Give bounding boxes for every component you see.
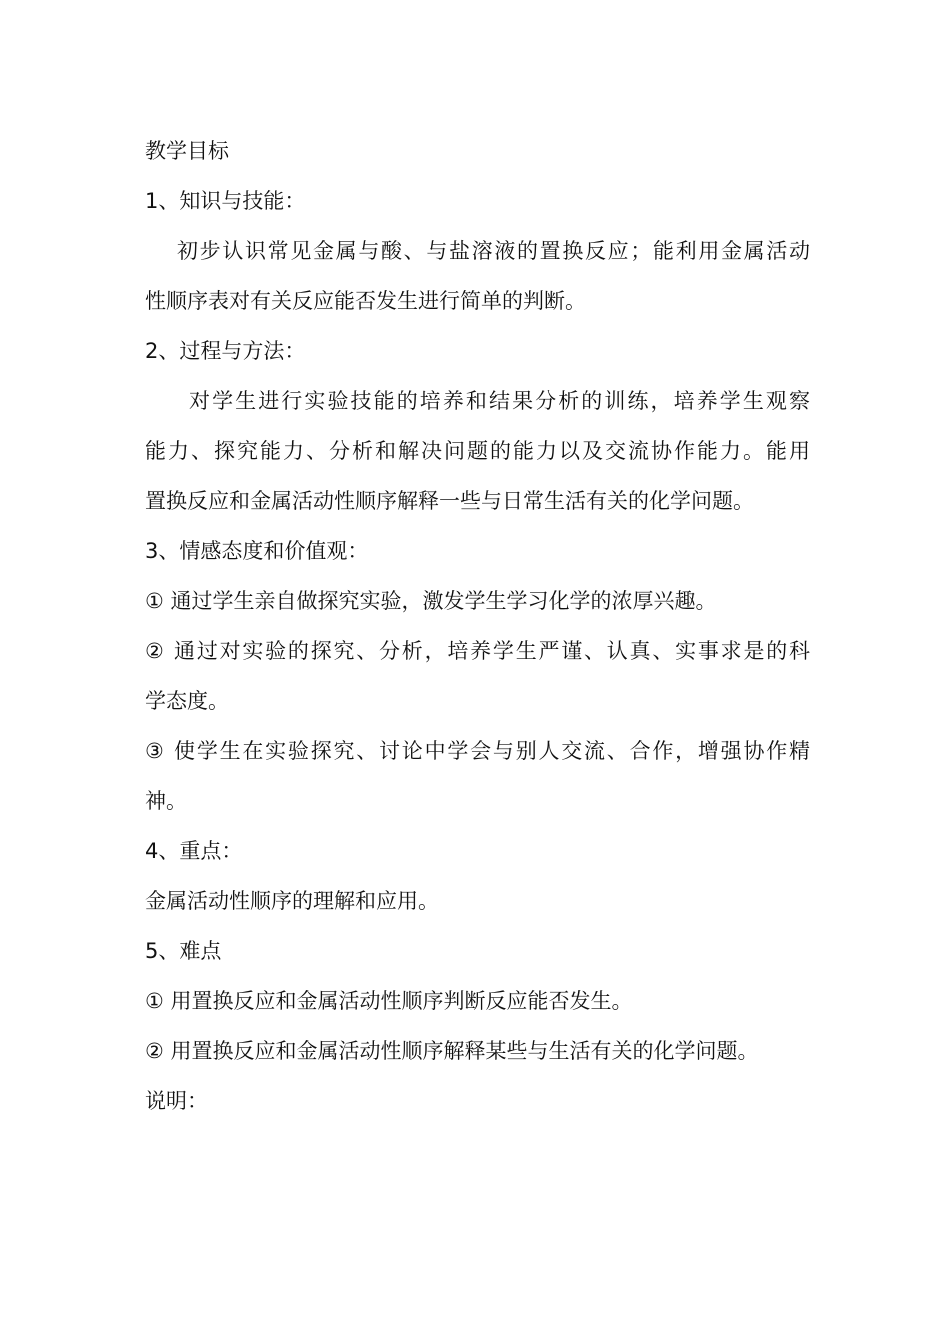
section-4-text: 金属活动性顺序的理解和应用。 xyxy=(145,889,439,913)
section-1-heading: 1、知识与技能： xyxy=(145,189,306,213)
note-heading: 说明： xyxy=(145,1089,208,1113)
document-page xyxy=(145,126,810,1126)
section-5-heading: 5、难点 xyxy=(145,939,222,963)
section-3-item-2-line-2: 学态度。 xyxy=(145,689,229,713)
section-2-heading: 2、过程与方法： xyxy=(145,339,306,363)
section-1-text-line-1: 初步认识常见金属与酸、与盐溶液的置换反应；能利用金属活动 xyxy=(177,239,810,263)
section-2-text-line-3: 置换反应和金属活动性顺序解释一些与日常生活有关的化学问题。 xyxy=(145,489,754,513)
section-1-text-line-2: 性顺序表对有关反应能否发生进行简单的判断。 xyxy=(145,289,586,313)
section-3-item-2-line-1: ② 通过对实验的探究、分析，培养学生严谨、认真、实事求是的科 xyxy=(145,639,810,663)
section-4-heading: 4、重点： xyxy=(145,839,243,863)
section-3-item-3-line-1: ③ 使学生在实验探究、讨论中学会与别人交流、合作，增强协作精 xyxy=(145,739,810,763)
document-title: 教学目标 xyxy=(145,139,229,163)
section-5-item-2: ② 用置换反应和金属活动性顺序解释某些与生活有关的化学问题。 xyxy=(145,1039,759,1063)
section-5-item-1: ① 用置换反应和金属活动性顺序判断反应能否发生。 xyxy=(145,989,633,1013)
section-3-item-1: ① 通过学生亲自做探究实验，激发学生学习化学的浓厚兴趣。 xyxy=(145,589,717,613)
section-3-item-3-line-2: 神。 xyxy=(145,789,187,813)
section-3-heading: 3、情感态度和价值观： xyxy=(145,539,369,563)
section-2-text-line-1: 对学生进行实验技能的培养和结果分析的训练，培养学生观察 xyxy=(189,389,810,413)
section-2-text-line-2: 能力、探究能力、分析和解决问题的能力以及交流协作能力。能用 xyxy=(145,439,810,463)
